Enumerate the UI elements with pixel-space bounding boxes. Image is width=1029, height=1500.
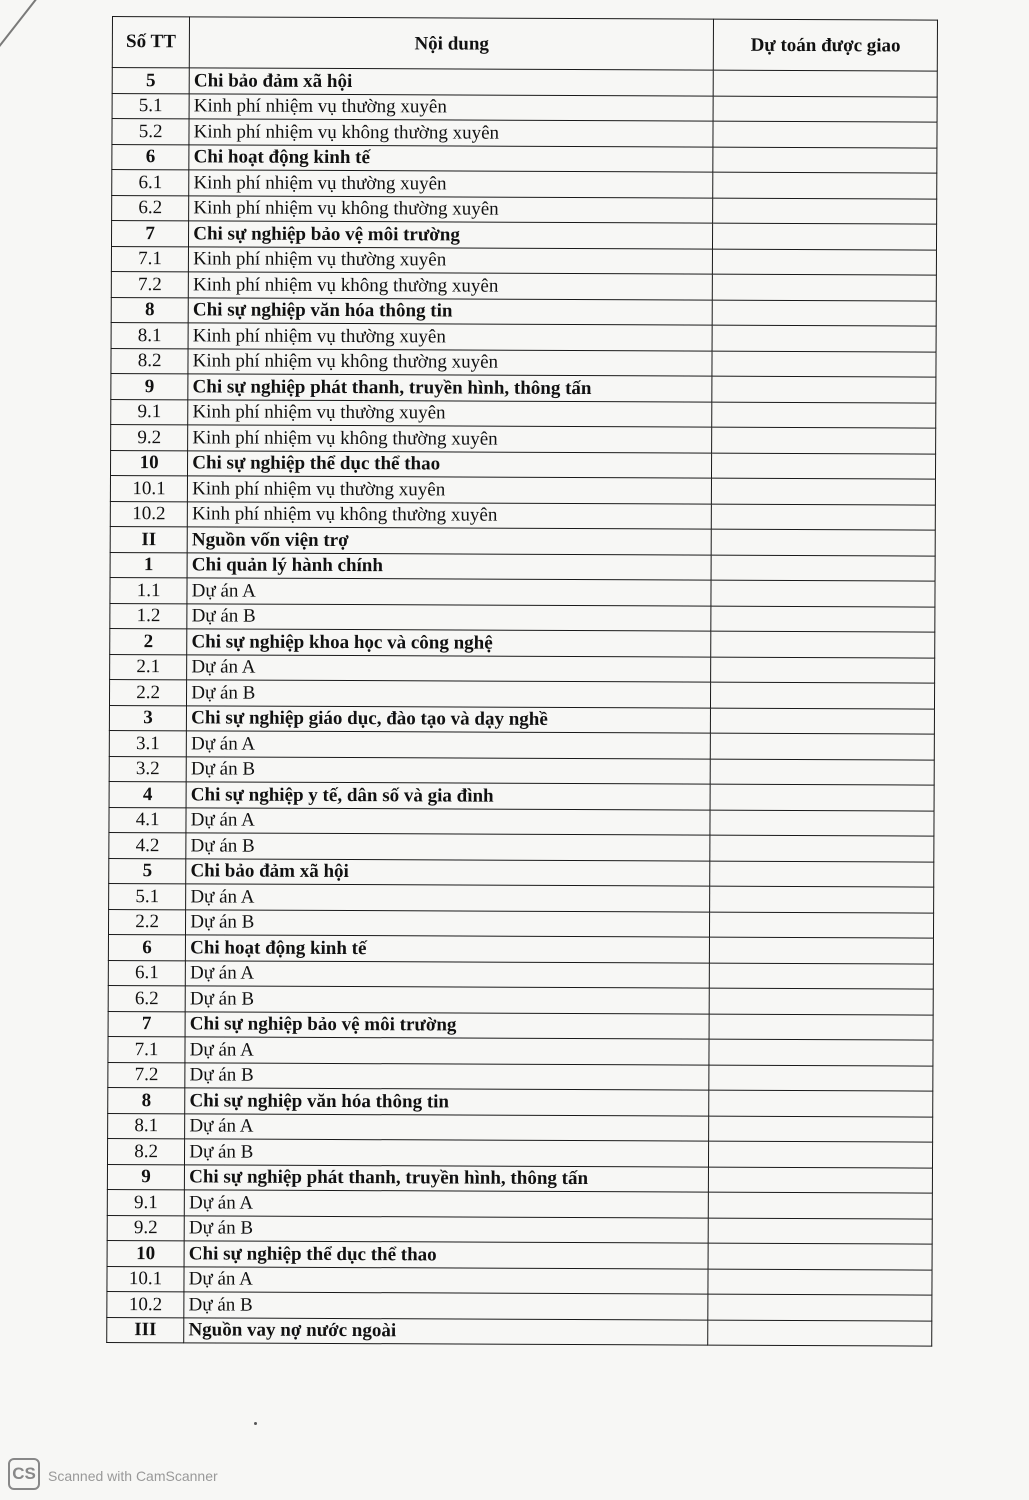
row-content-cell: Kinh phí nhiệm vụ không thường xuyên [189, 119, 713, 147]
table-row [111, 399, 936, 428]
scanner-watermark: Scanned with CamScanner [48, 1468, 218, 1484]
table-row-group [108, 1011, 933, 1040]
row-stt-cell: 5 [112, 68, 189, 94]
row-stt-cell: II [110, 526, 187, 552]
table-row [109, 730, 934, 759]
row-content-cell: Nguồn vay nợ nước ngoài [184, 1317, 708, 1345]
table-row [108, 960, 933, 989]
row-content-cell: Kinh phí nhiệm vụ không thường xuyên [187, 501, 711, 529]
row-budget-cell [712, 376, 936, 402]
table-row [109, 883, 934, 912]
row-content-cell: Kinh phí nhiệm vụ không thường xuyên [188, 348, 712, 376]
row-budget-cell [713, 147, 937, 173]
row-content-cell: Chi sự nghiệp y tế, dân số và gia đình [186, 782, 710, 810]
row-budget-cell [710, 784, 934, 810]
row-stt-cell: 1.1 [110, 577, 187, 603]
row-budget-cell [711, 631, 935, 657]
row-budget-cell [712, 478, 936, 504]
row-stt-cell: 5.2 [112, 119, 189, 145]
row-budget-cell [710, 810, 934, 836]
table-row-group [111, 297, 936, 326]
row-content-cell: Chi bảo đảm xã hội [186, 858, 710, 886]
header-budget: Dự toán được giao [714, 19, 938, 71]
table-row [110, 501, 935, 530]
table-row-group [109, 705, 934, 734]
table-row [108, 909, 933, 938]
row-budget-cell [710, 861, 934, 887]
row-stt-cell: 1 [110, 552, 187, 578]
table-body [107, 68, 938, 1347]
table-row-group [107, 1240, 932, 1269]
header-content: Nội dung [189, 17, 713, 70]
row-content-cell: Dự án A [184, 1266, 708, 1294]
row-budget-cell [711, 606, 935, 632]
table-row [110, 475, 935, 504]
row-budget-cell [711, 682, 935, 708]
table-row [107, 1189, 932, 1218]
row-stt-cell: 8.1 [108, 1113, 185, 1139]
row-budget-cell [712, 529, 936, 555]
row-stt-cell: 9.2 [111, 424, 188, 450]
row-budget-cell [708, 1320, 932, 1346]
table-row-group [109, 858, 934, 887]
row-stt-cell: 10 [110, 450, 187, 476]
row-budget-cell [711, 657, 935, 683]
row-content-cell: Dự án A [187, 654, 711, 682]
row-stt-cell: 6.1 [112, 170, 189, 196]
row-budget-cell [713, 300, 937, 326]
row-stt-cell: III [107, 1317, 184, 1343]
row-content-cell: Dự án B [186, 756, 710, 784]
row-budget-cell [709, 1116, 933, 1142]
row-content-cell: Chi sự nghiệp văn hóa thông tin [188, 297, 712, 325]
row-content-cell: Dự án A [186, 884, 710, 912]
table-row-group [109, 781, 934, 810]
row-budget-cell [709, 1218, 933, 1244]
row-stt-cell: 2.2 [108, 909, 185, 935]
table-row [110, 603, 935, 632]
row-content-cell: Dự án A [186, 807, 710, 835]
row-stt-cell: 3.2 [109, 756, 186, 782]
row-budget-cell [713, 274, 937, 300]
camscanner-logo: CS [8, 1458, 40, 1490]
row-budget-cell [712, 427, 936, 453]
row-budget-cell [712, 325, 936, 351]
table-row-group [110, 552, 935, 581]
table-row [109, 756, 934, 785]
row-budget-cell [710, 963, 934, 989]
row-content-cell: Dự án B [185, 1139, 709, 1167]
table-row-group [112, 144, 937, 173]
row-stt-cell: 8.1 [111, 322, 188, 348]
row-content-cell: Dự án A [185, 1113, 709, 1141]
table-row [108, 1113, 933, 1142]
row-content-cell: Dự án A [187, 578, 711, 606]
table-row [111, 271, 936, 300]
row-content-cell: Dự án A [186, 731, 710, 759]
row-content-cell: Dự án B [187, 680, 711, 708]
row-stt-cell: 2.1 [110, 654, 187, 680]
table-row [111, 322, 936, 351]
row-budget-cell [711, 708, 935, 734]
row-budget-cell [711, 580, 935, 606]
table-row-group [108, 934, 933, 963]
row-budget-cell [709, 1014, 933, 1040]
table-row-group [107, 1164, 932, 1193]
row-content-cell: Dự án B [184, 1215, 708, 1243]
row-stt-cell: 9.2 [107, 1215, 184, 1241]
row-budget-cell [712, 351, 936, 377]
row-content-cell: Dự án B [186, 833, 710, 861]
row-budget-cell [711, 759, 935, 785]
row-stt-cell: 9 [107, 1164, 184, 1190]
row-stt-cell: 3.1 [109, 730, 186, 756]
row-stt-cell: 5.1 [109, 883, 186, 909]
row-budget-cell [714, 96, 938, 122]
row-budget-cell [708, 1294, 932, 1320]
row-stt-cell: 3 [109, 705, 186, 731]
table-row [108, 985, 933, 1014]
table-row [111, 348, 936, 377]
row-stt-cell: 6.2 [108, 985, 185, 1011]
row-content-cell: Dự án B [184, 1292, 708, 1320]
row-budget-cell [710, 886, 934, 912]
row-content-cell: Dự án A [185, 960, 709, 988]
row-budget-cell [713, 121, 937, 147]
table-row [109, 807, 934, 836]
row-content-cell: Kinh phí nhiệm vụ thường xuyên [188, 476, 712, 504]
row-stt-cell: 9.1 [107, 1189, 184, 1215]
row-budget-cell [709, 1039, 933, 1065]
table-row-group [110, 450, 935, 479]
row-budget-cell [713, 172, 937, 198]
row-stt-cell: 2.2 [109, 679, 186, 705]
row-stt-cell: 10.2 [110, 501, 187, 527]
row-budget-cell [710, 937, 934, 963]
row-content-cell: Chi bảo đảm xã hội [189, 68, 713, 96]
row-stt-cell: 7.1 [108, 1036, 185, 1062]
table-row [111, 424, 936, 453]
row-budget-cell [709, 1065, 933, 1091]
table-row-group [107, 1317, 932, 1346]
row-stt-cell: 7.1 [111, 246, 188, 272]
table-row [112, 170, 937, 199]
row-budget-cell [712, 453, 936, 479]
row-content-cell: Kinh phí nhiệm vụ thường xuyên [188, 323, 712, 351]
table-row [111, 246, 936, 275]
table-row-group [108, 1087, 933, 1116]
budget-table [106, 16, 938, 1347]
row-content-cell: Dự án B [185, 986, 709, 1014]
row-content-cell: Chi sự nghiệp bảo vệ môi trường [185, 1011, 709, 1039]
row-budget-cell [708, 1269, 932, 1295]
table-row [108, 1062, 933, 1091]
table-row-group [112, 68, 937, 97]
table-row [108, 1036, 933, 1065]
table-row [109, 832, 934, 861]
row-content-cell: Kinh phí nhiệm vụ không thường xuyên [188, 272, 712, 300]
row-content-cell: Chi sự nghiệp khoa học và công nghệ [187, 629, 711, 657]
row-content-cell: Nguồn vốn viện trợ [187, 527, 711, 555]
row-content-cell: Kinh phí nhiệm vụ thường xuyên [189, 170, 713, 198]
row-budget-cell [709, 1167, 933, 1193]
row-stt-cell: 10.2 [107, 1291, 184, 1317]
row-budget-cell [709, 1141, 933, 1167]
row-budget-cell [710, 912, 934, 938]
row-budget-cell [712, 504, 936, 530]
row-budget-cell [709, 1192, 933, 1218]
row-stt-cell: 6 [112, 144, 189, 170]
row-budget-cell [714, 70, 938, 96]
row-budget-cell [709, 1090, 933, 1116]
table-row-group [111, 373, 936, 402]
row-stt-cell: 7.2 [108, 1062, 185, 1088]
row-budget-cell [713, 198, 937, 224]
row-stt-cell: 4.2 [109, 832, 186, 858]
row-content-cell: Dự án B [186, 909, 710, 937]
table-row [109, 679, 934, 708]
table-row [107, 1215, 932, 1244]
table-row [107, 1291, 932, 1320]
row-stt-cell: 10.1 [110, 475, 187, 501]
row-content-cell: Chi sự nghiệp bảo vệ môi trường [189, 221, 713, 249]
row-stt-cell: 6.1 [108, 960, 185, 986]
row-content-cell: Kinh phí nhiệm vụ không thường xuyên [189, 195, 713, 223]
table-row-group [111, 221, 936, 250]
table-row [107, 1266, 932, 1295]
row-stt-cell: 4.1 [109, 807, 186, 833]
row-stt-cell: 9 [111, 373, 188, 399]
table-row [112, 195, 937, 224]
row-stt-cell: 10.1 [107, 1266, 184, 1292]
table-row [112, 119, 937, 148]
row-stt-cell: 2 [110, 628, 187, 654]
row-budget-cell [713, 223, 937, 249]
row-content-cell: Chi hoạt động kinh tế [186, 935, 710, 963]
row-content-cell: Chi sự nghiệp phát thanh, truyền hình, thông tấn [185, 1164, 709, 1192]
scan-speck [254, 1422, 257, 1425]
row-budget-cell [711, 555, 935, 581]
row-stt-cell: 5 [109, 858, 186, 884]
row-content-cell: Chi sự nghiệp thể dục thể thao [184, 1241, 708, 1269]
row-content-cell: Chi sự nghiệp giáo dục, đào tạo và dạy nghề [187, 705, 711, 733]
row-stt-cell: 6 [108, 934, 185, 960]
table-row [110, 654, 935, 683]
row-content-cell: Kinh phí nhiệm vụ không thường xuyên [188, 425, 712, 453]
table-row-group [110, 526, 935, 555]
row-content-cell: Chi quản lý hành chính [187, 552, 711, 580]
row-stt-cell: 4 [109, 781, 186, 807]
row-stt-cell: 8.2 [111, 348, 188, 374]
row-content-cell: Dự án A [185, 1037, 709, 1065]
table-row [112, 93, 937, 122]
row-budget-cell [713, 249, 937, 275]
row-stt-cell: 7 [108, 1011, 185, 1037]
table-row [107, 1138, 932, 1167]
row-stt-cell: 9.1 [111, 399, 188, 425]
row-stt-cell: 7.2 [111, 271, 188, 297]
header-stt: Số TT [112, 17, 189, 68]
table-row-group [110, 628, 935, 657]
row-content-cell: Dự án B [187, 603, 711, 631]
row-stt-cell: 6.2 [112, 195, 189, 221]
row-content-cell: Kinh phí nhiệm vụ thường xuyên [189, 246, 713, 274]
row-stt-cell: 8 [108, 1087, 185, 1113]
row-content-cell: Chi sự nghiệp thể dục thể thao [188, 450, 712, 478]
row-stt-cell: 8.2 [107, 1138, 184, 1164]
row-content-cell: Chi sự nghiệp phát thanh, truyền hình, thông tấn [188, 374, 712, 402]
row-stt-cell: 7 [111, 221, 188, 247]
row-content-cell: Chi sự nghiệp văn hóa thông tin [185, 1088, 709, 1116]
row-stt-cell: 8 [111, 297, 188, 323]
row-budget-cell [712, 402, 936, 428]
row-content-cell: Chi hoạt động kinh tế [189, 144, 713, 172]
row-content-cell: Dự án B [185, 1062, 709, 1090]
table-header-row [112, 17, 937, 72]
row-content-cell: Dự án A [184, 1190, 708, 1218]
row-stt-cell: 5.1 [112, 93, 189, 119]
table-row [110, 577, 935, 606]
row-stt-cell: 10 [107, 1240, 184, 1266]
row-stt-cell: 1.2 [110, 603, 187, 629]
row-content-cell: Kinh phí nhiệm vụ thường xuyên [188, 399, 712, 427]
row-budget-cell [710, 988, 934, 1014]
row-content-cell: Kinh phí nhiệm vụ thường xuyên [189, 93, 713, 121]
row-budget-cell [708, 1243, 932, 1269]
scan-edge-mark [0, 0, 129, 72]
row-budget-cell [710, 835, 934, 861]
row-budget-cell [711, 733, 935, 759]
